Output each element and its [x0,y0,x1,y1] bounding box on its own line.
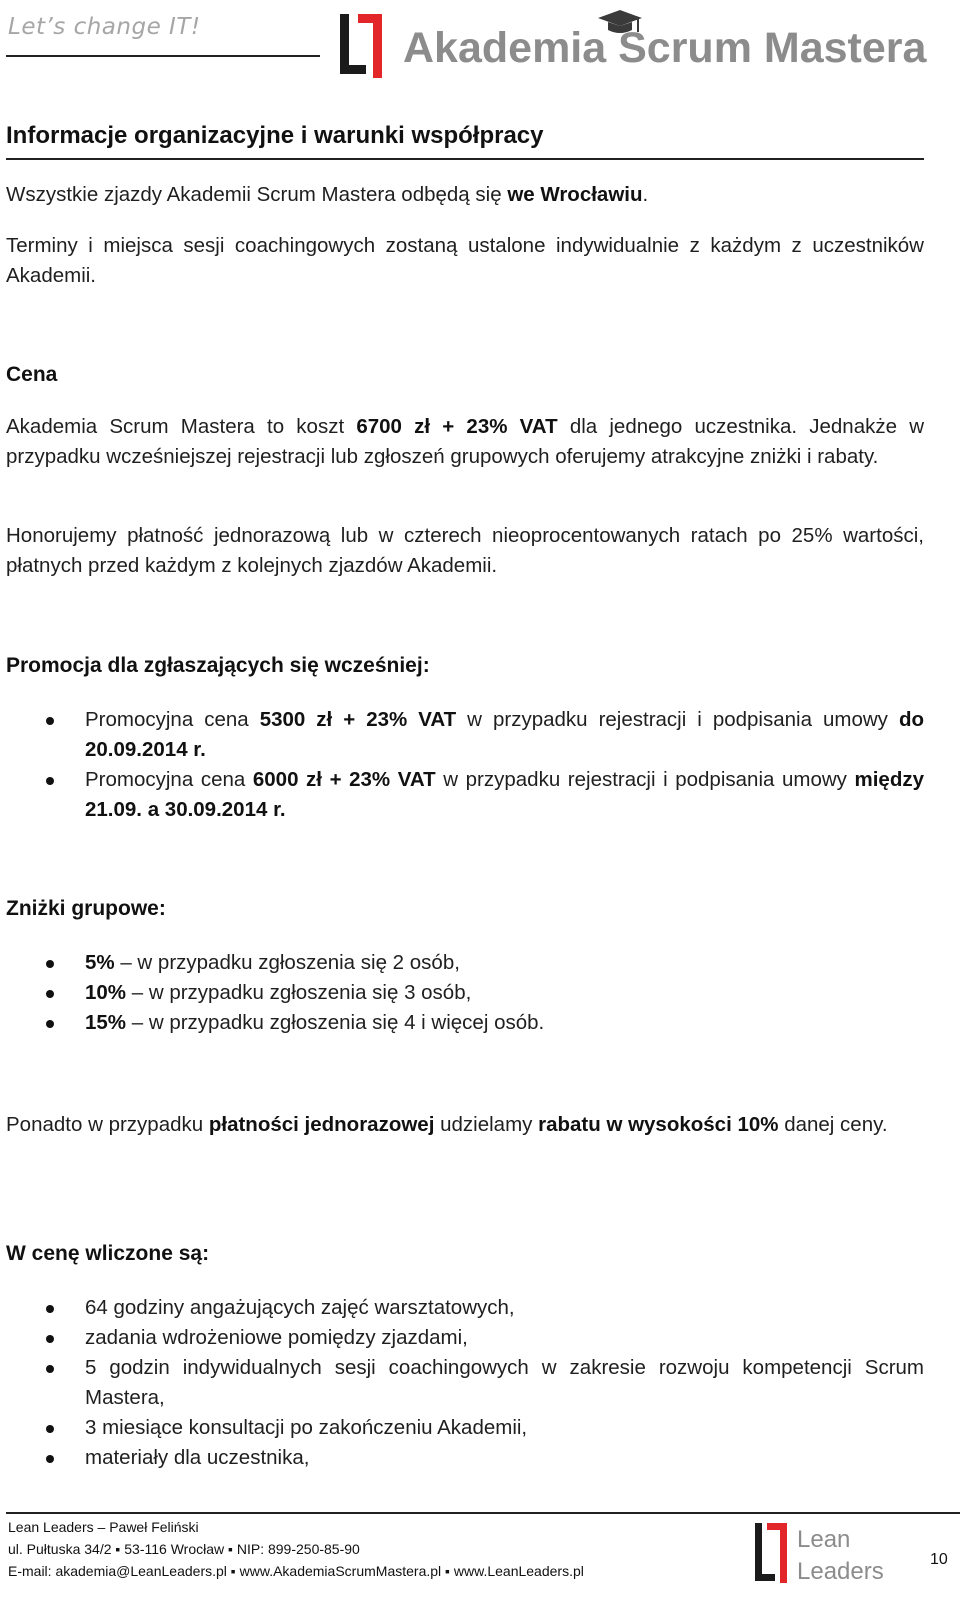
list-item: 64 godziny angażujących zajęć warsztatowych, [6,1293,924,1323]
list-item: 5 godzin indywidualnych sesji coachingowych w zakresie rozwoju kompetencji Scrum Mastera, [6,1353,924,1413]
intro-location: Wszystkie zjazdy Akademii Scrum Mastera odbędą się we Wrocławiu. [6,183,649,206]
installments-paragraph: Honorujemy płatność jednorazową lub w czterech nieoprocentowanych ratach po 25% wartości, płatnych przed każdym z kolejnych zjazdów Akademii. [6,524,924,577]
logo-word-lean: Lean [797,1526,851,1553]
list-item: 3 miesiące konsultacji po zakończeniu Akademii, [6,1413,924,1443]
footer-divider [6,1512,960,1514]
title-divider [6,158,924,160]
list-item: Promocyjna cena 5300 zł + 23% VAT w przypadku rejestracji i podpisania umowy do 20.09.2014 r. [6,705,924,765]
list-item: Promocyjna cena 6000 zł + 23% VAT w przypadku rejestracji i podpisania umowy między 21.09. a 30.09.2014 r. [6,765,924,825]
footer-contact: E-mail: akademia@LeanLeaders.pl ▪ www.AkademiaScrumMastera.pl ▪ www.LeanLeaders.pl [8,1563,584,1579]
group-discount-list [6,948,924,1038]
footer-address: ul. Pułtuska 34/2 ▪ 53-116 Wrocław ▪ NIP: 899-250-85-90 [8,1541,360,1557]
list-item: zadania wdrożeniowe pomiędzy zjazdami, [6,1323,924,1353]
included-list [6,1293,924,1473]
promo-list [6,705,924,825]
list-item: 5% – w przypadku zgłoszenia się 2 osób, [6,948,924,978]
list-item: 15% – w przypadku zgłoszenia się 4 i więcej osób. [6,1008,924,1038]
intro-sessions: Terminy i miejsca sesji coachingowych zostaną ustalone indywidualnie z każdym z uczestników Akademii. [6,234,924,287]
one-time-payment-discount: Ponadto w przypadku płatności jednorazowej udzielamy rabatu w wysokości 10% danej ceny. [6,1113,888,1136]
list-item: materiały dla uczestnika, [6,1443,924,1473]
group-discount-heading: Zniżki grupowe: [6,897,166,920]
header-divider [6,55,320,57]
promo-heading: Promocja dla zgłaszających się wcześniej: [6,654,430,677]
page-number: 10 [930,1551,948,1568]
logo-text: Akademia Scrum Mastera [403,24,927,72]
page-title: Informacje organizacyjne i warunki współpracy [6,122,544,149]
list-item: 10% – w przypadku zgłoszenia się 3 osób, [6,978,924,1008]
price-heading: Cena [6,363,58,386]
price-paragraph: Akademia Scrum Mastera to koszt 6700 zł + 23% VAT dla jednego uczestnika. Jednakże w przypadku wcześniejszej rejestracji lub zgłoszeń grupowych oferujemy atrakcyjne zniżki i rabaty. [6,415,925,468]
included-heading: W cenę wliczone są: [6,1242,210,1265]
header-tagline: Let’s change IT! [8,14,201,40]
logo-word-leaders: Leaders [797,1558,884,1585]
akademia-scrum-mastera-logo [340,8,940,78]
footer-company: Lean Leaders – Paweł Feliński [8,1519,199,1535]
lean-leaders-logo [755,1521,915,1585]
